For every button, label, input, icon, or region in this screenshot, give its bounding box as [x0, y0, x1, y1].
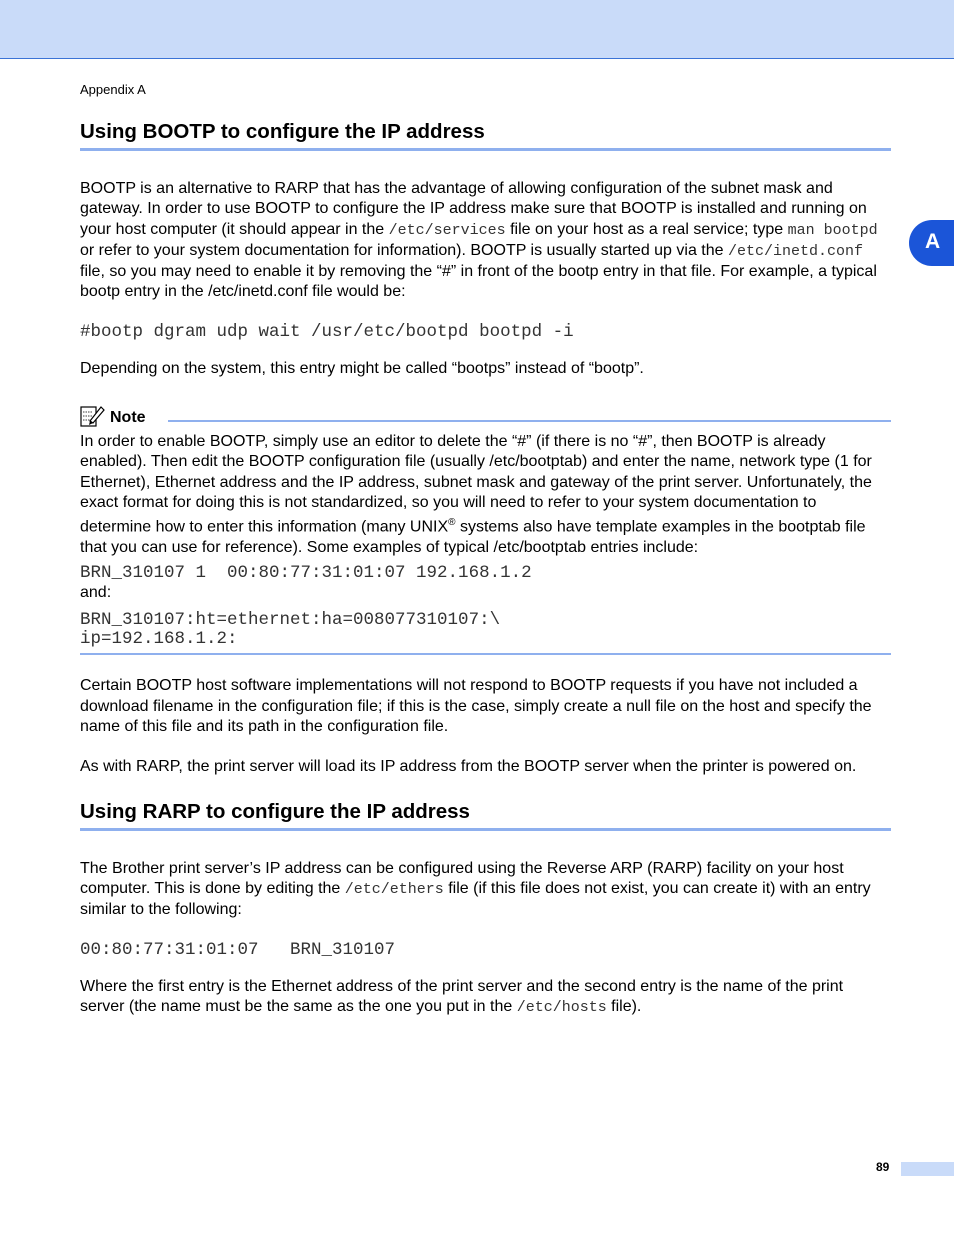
code-bootptab-entry-1: BRN_310107 1 00:80:77:31:01:07 192.168.1.2 — [80, 563, 532, 584]
note-and-text: and: — [80, 584, 112, 602]
registered-mark: ® — [448, 517, 456, 529]
inline-code-services: /etc/services — [388, 221, 506, 239]
bootp-paragraph-4: As with RARP, the print server will load its IP address from the BOOTP server when the printer is powered on. — [80, 758, 857, 776]
note-pencil-icon — [80, 404, 105, 428]
inline-code-ethers: /etc/ethers — [344, 880, 444, 898]
code-bootp-entry: #bootp dgram udp wait /usr/etc/bootpd bootpd -i — [80, 321, 574, 342]
code-bootptab-entry-2a: BRN_310107:ht=ethernet:ha=008077310107:\ — [80, 610, 501, 631]
bootp-paragraph-3: Certain BOOTP host software implementations will not respond to BOOTP requests if you have not included a download filename in the configuration file; if this is the case, simply create a null file on the host and specify the name of this file and its path in the configuration file. — [80, 677, 872, 736]
code-bootptab-entry-2b: ip=192.168.1.2: — [80, 629, 238, 650]
appendix-side-tab — [909, 220, 954, 266]
running-header: Appendix A — [80, 82, 146, 97]
rarp-paragraph-2: Where the first entry is the Ethernet address of the print server and the second entry is the name of the print server (the name must be the same as the one you put in the /etc/hosts file). — [80, 977, 844, 1016]
inline-code-inetd: /etc/inetd.conf — [727, 242, 864, 260]
note-label: Note — [110, 409, 146, 427]
footer-bar — [901, 1162, 954, 1176]
top-header-band — [0, 0, 954, 59]
bootp-paragraph-2: Depending on the system, this entry might be called “bootps” instead of “bootp”. — [80, 359, 644, 377]
inline-code-man-bootpd: man bootpd — [787, 221, 878, 239]
inline-code-hosts: /etc/hosts — [516, 998, 607, 1016]
code-ethers-entry: 00:80:77:31:01:07 BRN_310107 — [80, 939, 396, 960]
note-body — [80, 432, 891, 655]
rarp-paragraph-1: The Brother print server’s IP address can be configured using the Reverse ARP (RARP) facility on your host computer. This is done by editing the /etc/ethers file (if this file does not exist, you can create it) with an entry similar to the following: — [80, 859, 871, 919]
page-content — [80, 120, 891, 1018]
note-paragraph: In order to enable BOOTP, simply use an editor to delete the “#” (if there is no “#”, then BOOTP is already enabled). Then edit the BOOTP configuration file (usually /etc/bootptab) and enter the name, network type (1 for Ethernet), Ethernet address and the IP address, subnet mask and gateway of the print server. Unfortunately, the exact format for doing this is not standardized, so you will need to refer to your system documentation to determine how to enter this information (many UNIX® systems also have template examples in the bootptab file that you can use for reference). Some examples of typical /etc/bootptab entries include: — [80, 433, 872, 556]
bootp-paragraph-1: BOOTP is an alternative to RARP that has the advantage of allowing configuration of the subnet mask and gateway. In order to use BOOTP to configure the IP address make sure that BOOTP is installed and running on your host computer (it should appear in the /etc/services file on your host as a real service; type man bootpd or refer to your system documentation for information). BOOTP is usually started up via the /etc/inetd.conf file, so you may need to enable it by removing the “#” in front of the bootp entry in that file. For example, a typical bootp entry in the /etc/inetd.conf file would be: — [80, 180, 878, 301]
note-header — [80, 404, 891, 430]
page-number: 89 — [876, 1160, 890, 1174]
section-title-rarp: Using RARP to configure the IP address — [80, 800, 891, 831]
note-top-rule — [168, 420, 891, 422]
section-title-bootp: Using BOOTP to configure the IP address — [80, 120, 891, 151]
side-tab-letter: A — [925, 230, 941, 253]
